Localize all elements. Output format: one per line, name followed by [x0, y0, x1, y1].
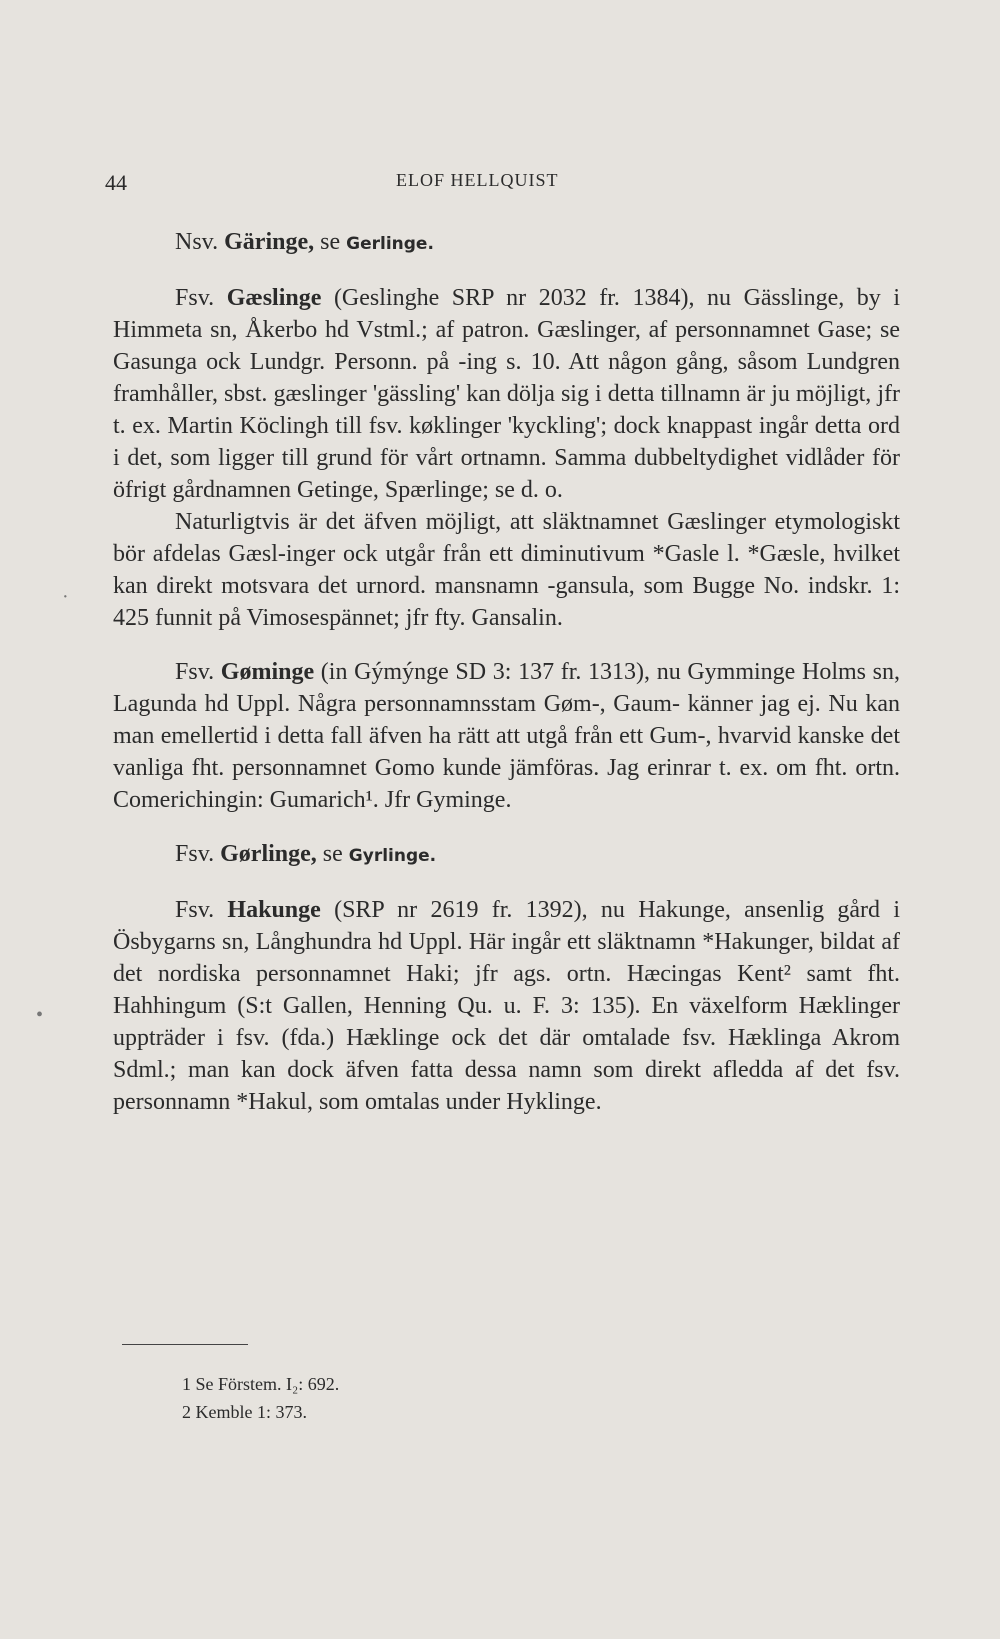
footnote-1: 1 Se Förstem. I₂: 692.	[182, 1374, 340, 1394]
page-number: 44	[105, 170, 127, 195]
entry-hakunge: Fsv. Hakunge (SRP nr 2619 fr. 1392), nu Hakunge, ansenlig gård i Ösbygarns sn, Långhundra hd Uppl. Här ingår ett släktnamn *Hakunger, bildat af det nordiska personnamnet Haki; jfr ags. ortn. Hæcingas Kent² samt fht. Hahhingum (S:t Gallen, Henning Qu. u. F. 3: 135). En växelform Hæklinger uppträder i fsv. (fda.) Hæklinge ock det där omtalade fsv. Hæklinga Akrom Sdml.; man kan dock äfven fatta dessa namn som direkt afledda af det fsv. personnamn *Hakul, som omtalas under Hyklinge.	[113, 897, 900, 1115]
entry-gaeslinge: Fsv. Gæslinge (Geslinghe SRP nr 2032 fr. 1384), nu Gässlinge, by i Himmeta sn, Åkerbo hd Vstml.; af patron. Gæslinger, af personnamnet Gase; se Gasunga ock Lundgr. Personn. på -ing s. 10. Att någon gång, såsom Lundgren framhåller, sbst. gæslinger 'gässling' kan dölja sig i detta tillnamn är ju möjligt, jfr t. ex. Martin Köclingh till fsv. køklinger 'kyckling'; dock knappast ingår detta ord i det, som ligger till grund för vårt ortnamn. Samma dubbeltydighet vidlåder för öfrigt gårdnamnen Getinge, Spærlinge; se d. o.	[113, 285, 900, 503]
entry-garinge: Nsv. Gäringe, se Gerlinge.	[175, 229, 434, 255]
running-head: ELOF HELLQUIST	[396, 170, 559, 190]
footnote-2: 2 Kemble 1: 373.	[182, 1402, 307, 1422]
entry-gominge: Fsv. Gøminge (in Gýmýnge SD 3: 137 fr. 1313), nu Gymminge Holms sn, Lagunda hd Uppl. Några personnamnsstam Gøm-, Gaum- känner jag ej. Nu kan man emellertid i detta fall äfven ha rätt att utgå från ett Gum-, hvarvid kanske det vanliga fht. personnamnet Gomo kunde jämföras. Jag erinrar t. ex. om fht. ortn. Comerichingin: Gumarich¹. Jfr Gyminge.	[113, 659, 900, 813]
footnotes	[182, 1370, 339, 1426]
entry-gaeslinge-continued: Naturligtvis är det äfven möjligt, att släktnamnet Gæslinger etymologiskt bör afdelas Gæsl-inger ock utgår från ett diminutivum *Gasle l. *Gæsle, hvilket kan direkt motsvara det urnord. mansnamn -gansula, som Bugge No. indskr. 1: 425 funnit på Vimosespännet; jfr fty. Gansalin.	[113, 509, 900, 631]
margin-mark: ·	[62, 586, 69, 608]
page-header	[105, 170, 905, 210]
footnote-rule	[122, 1344, 248, 1345]
margin-mark: •	[36, 1004, 44, 1026]
entry-gorlinge: Fsv. Gørlinge, se Gyrlinge.	[175, 841, 437, 867]
entries	[113, 226, 900, 1140]
